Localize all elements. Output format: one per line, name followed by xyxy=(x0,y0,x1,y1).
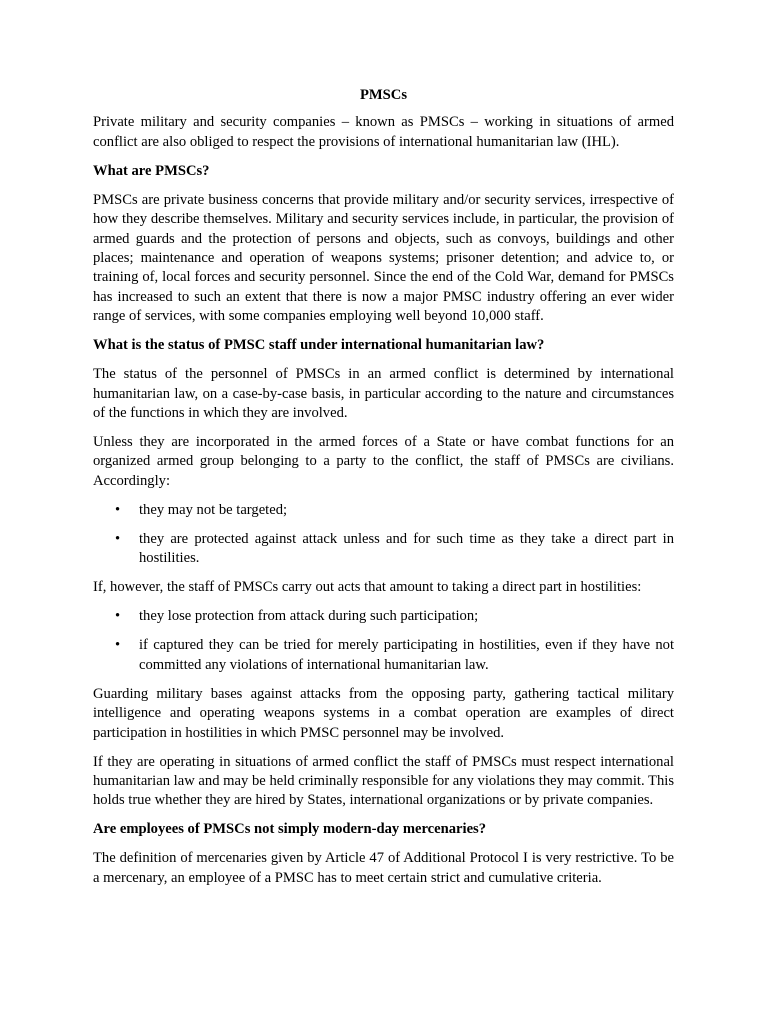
list-item xyxy=(93,607,674,626)
section-heading-mercenaries: Are employees of PMSCs not simply modern-day mercenaries? xyxy=(93,821,487,838)
section-heading-status: What is the status of PMSC staff under international humanitarian law? xyxy=(93,337,545,354)
intro-paragraph: Private military and security companies – known as PMSCs – working in situations of armed conflict are also obliged to respect the provisions of international humanitarian law (IHL). xyxy=(93,114,674,150)
paragraph: If, however, the staff of PMSCs carry out acts that amount to taking a direct part in hostilities: xyxy=(93,579,642,596)
list-item-text: they are protected against attack unless and for such time as they take a direct part in hostilities. xyxy=(139,530,674,567)
paragraph: Guarding military bases against attacks from the opposing party, gathering tactical military intelligence and operating weapons systems in a combat operation are examples of direct participation in hostilities in which PMSC personnel may be involved. xyxy=(93,685,674,741)
list-item-text: they may not be targeted; xyxy=(139,501,288,518)
bullet-icon: • xyxy=(115,501,121,518)
section-heading-what-are-pmscs: What are PMSCs? xyxy=(93,162,210,179)
page-title: PMSCs xyxy=(359,87,408,103)
bullet-icon: • xyxy=(115,530,121,547)
bullet-icon: • xyxy=(115,637,121,654)
paragraph: PMSCs are private business concerns that provide military and/or security services, irrespective of how they describe themselves. Military and security services include, in particular, the provision of armed guards and the protection of persons and objects, such as convoys, buildings and other places; maintenance and operation of weapons systems; prisoner detention; and advice to, or training of, local forces and security personnel. Since the end of the Cold War, demand for PMSCs has increased to such an extent that there is now a major PMSC industry offering an ever wider range of services, with some companies employing well beyond 10,000 staff. xyxy=(93,191,674,325)
list-item-text: if captured they can be tried for merely participating in hostilities, even if they have not committed any violations of international humanitarian law. xyxy=(139,637,674,673)
list-item xyxy=(93,636,674,675)
bullet-icon: • xyxy=(115,608,121,625)
paragraph: Unless they are incorporated in the armed forces of a State or have combat functions for an organized armed group belonging to a party to the conflict, the staff of PMSCs are civilians. Accordingly: xyxy=(93,434,674,489)
paragraph: If they are operating in situations of armed conflict the staff of PMSCs must respect international humanitarian law and may be held criminally responsible for any violations they may commit. This holds true whether they are hired by States, international organizations or by private companies. xyxy=(93,753,674,809)
paragraph: The definition of mercenaries given by Article 47 of Additional Protocol I is very restrictive. To be a mercenary, an employee of a PMSC has to meet certain strict and cumulative criteria. xyxy=(93,850,674,886)
list-item xyxy=(93,501,674,520)
list-item xyxy=(93,530,674,569)
bullet-list xyxy=(93,607,674,675)
list-item-text: they lose protection from attack during such participation; xyxy=(139,608,479,625)
paragraph: The status of the personnel of PMSCs in an armed conflict is determined by international humanitarian law, on a case-by-case basis, in particular according to the nature and circumstances of the functions in which they are involved. xyxy=(93,366,674,422)
bullet-list xyxy=(93,501,674,569)
